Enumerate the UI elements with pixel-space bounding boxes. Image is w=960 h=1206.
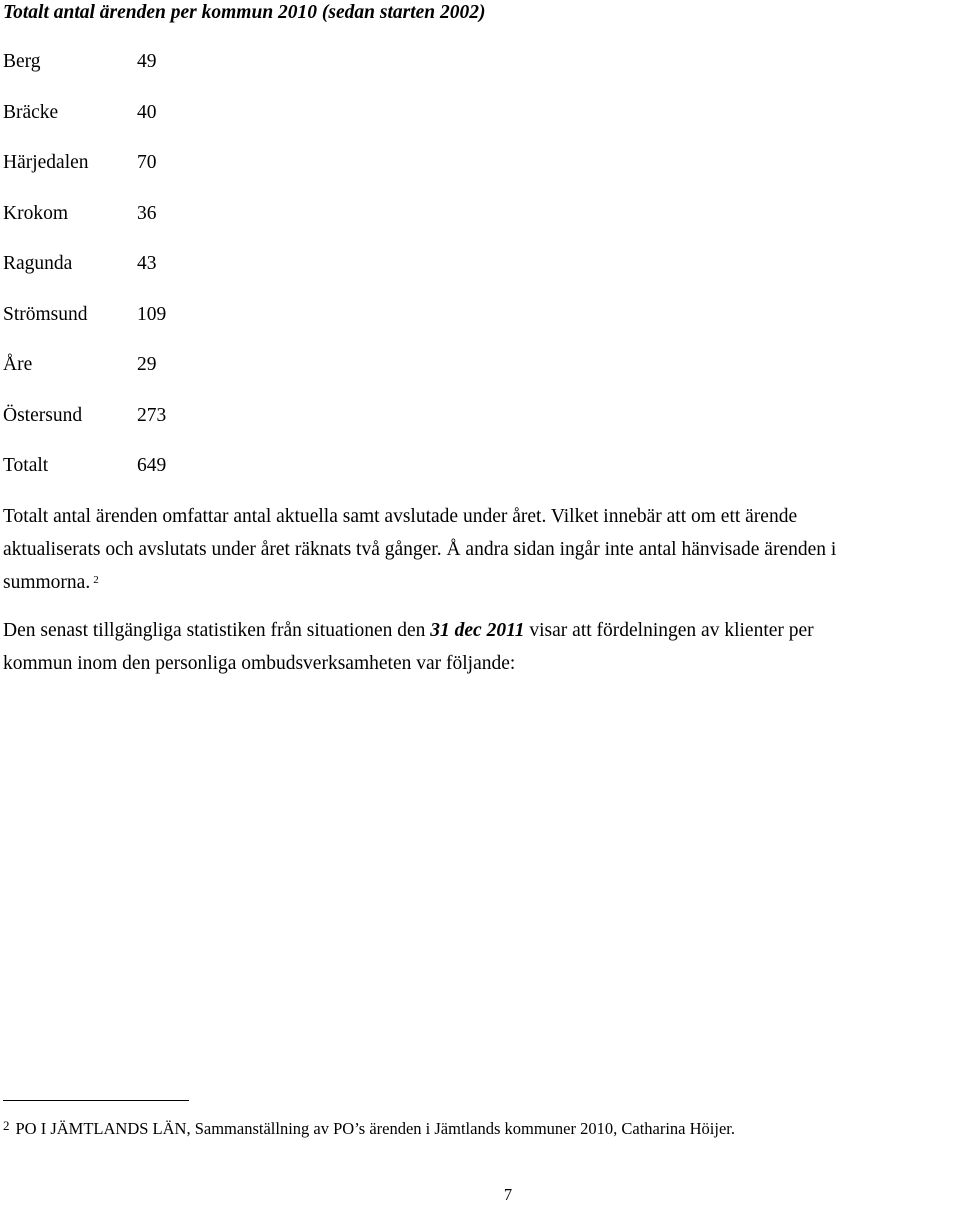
- municipality-name: Åre: [3, 354, 33, 375]
- statistics-paragraph: [3, 614, 960, 680]
- section-heading: Totalt antal ärenden per kommun 2010 (sedan starten 2002): [3, 2, 486, 23]
- case-count: 29: [137, 354, 157, 375]
- case-count: 43: [137, 253, 157, 274]
- case-count: 70: [137, 152, 157, 173]
- footnote-reference[interactable]: 2: [93, 574, 99, 586]
- case-count: 273: [137, 404, 167, 426]
- paragraph-text: visar att fördelningen av klienter per: [529, 620, 814, 641]
- paragraph-line: kommun inom den personliga ombudsverksamheten var följande:: [3, 653, 516, 674]
- table-row: [3, 301, 166, 352]
- municipality-name: Strömsund: [3, 303, 88, 325]
- municipality-name: Ragunda: [3, 253, 73, 274]
- paragraph-line: aktualiserats och avslutats under året räknats två gånger. Å andra sidan ingår inte antal hänvisade ärenden i: [3, 539, 837, 560]
- case-count: 40: [137, 101, 157, 123]
- explanation-paragraph: [3, 500, 960, 599]
- table-row: [3, 149, 166, 200]
- table-row: [3, 48, 166, 99]
- footnote: [3, 1118, 735, 1140]
- table-row: [3, 402, 166, 453]
- table-row: [3, 250, 166, 301]
- case-count: 49: [137, 51, 157, 72]
- paragraph-line: [3, 566, 960, 599]
- case-count: 36: [137, 202, 157, 224]
- table-row-total: [3, 452, 166, 503]
- municipality-case-table: [3, 48, 166, 503]
- footnote-text: PO I JÄMTLANDS LÄN, Sammanställning av PO’s ärenden i Jämtlands kommuner 2010, Catharina Höijer.: [15, 1119, 735, 1138]
- municipality-name: Bräcke: [3, 101, 59, 123]
- paragraph-text: summorna.: [3, 572, 91, 593]
- municipality-name: Krokom: [3, 202, 68, 224]
- paragraph-line: [3, 614, 960, 647]
- case-count: 109: [137, 303, 167, 325]
- municipality-name: Östersund: [3, 404, 83, 426]
- table-row: [3, 99, 166, 150]
- table-row: [3, 351, 166, 402]
- paragraph-text: Den senast tillgängliga statistiken från situationen den: [3, 620, 426, 641]
- emphasized-date: 31 dec 2011: [430, 620, 525, 641]
- footnote-separator: [3, 1100, 189, 1101]
- municipality-name: Härjedalen: [3, 152, 89, 173]
- table-row: [3, 200, 166, 251]
- total-label: Totalt: [3, 455, 49, 476]
- municipality-name: Berg: [3, 51, 41, 72]
- footnote-marker: 2: [3, 1118, 10, 1133]
- total-count: 649: [137, 455, 167, 476]
- page-number: 7: [503, 1185, 513, 1204]
- paragraph-line: Totalt antal ärenden omfattar antal aktuella samt avslutade under året. Vilket innebär att om ett ärende: [3, 506, 798, 527]
